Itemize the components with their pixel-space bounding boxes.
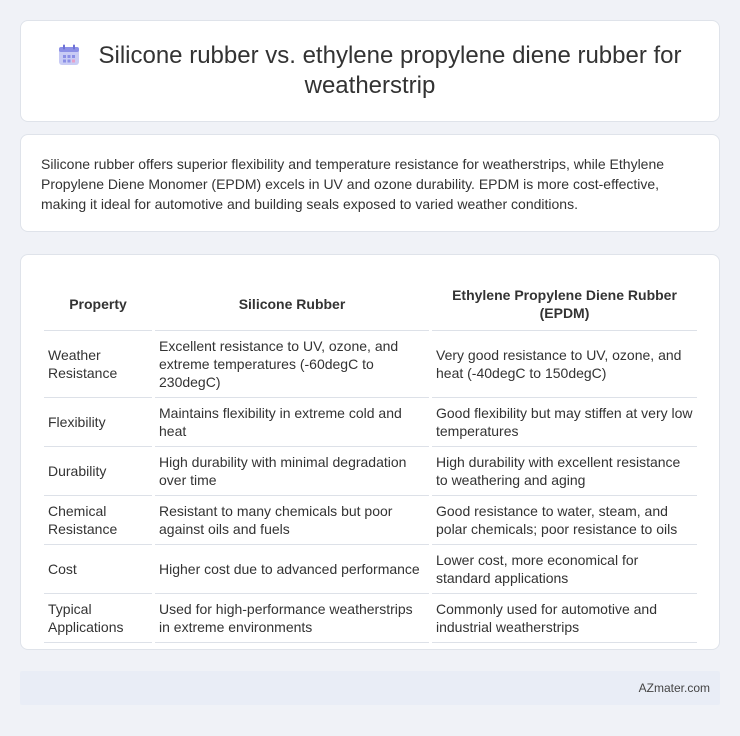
epdm-cell: Lower cost, more economical for standard applications — [432, 545, 697, 594]
table-row — [44, 398, 697, 447]
property-cell: Weather Resistance — [44, 331, 152, 398]
table-row — [44, 331, 697, 398]
silicone-cell: High durability with minimal degradation over time — [155, 447, 429, 496]
calendar-icon — [58, 44, 80, 66]
property-cell: Durability — [44, 447, 152, 496]
summary-card — [20, 134, 720, 232]
silicone-cell: Higher cost due to advanced performance — [155, 545, 429, 594]
page-title: Silicone rubber vs. ethylene propylene diene rubber for weatherstrip — [98, 42, 682, 99]
property-cell: Typical Applications — [44, 594, 152, 643]
table-row — [44, 545, 697, 594]
table-row — [44, 594, 697, 643]
page-title-block — [50, 41, 690, 101]
epdm-cell: Commonly used for automotive and industrial weatherstrips — [432, 594, 697, 643]
epdm-cell: High durability with excellent resistance to weathering and aging — [432, 447, 697, 496]
summary-text: Silicone rubber offers superior flexibility and temperature resistance for weatherstrips, while Ethylene Propylene Diene Monomer (EPDM) excels in UV and ozone durability. EPDM is more cost-effective, making it ideal for automotive and building seals exposed to varied weather conditions. — [41, 156, 665, 212]
header-silicone: Silicone Rubber — [155, 273, 429, 331]
footer-bar — [20, 671, 720, 705]
silicone-cell: Resistant to many chemicals but poor against oils and fuels — [155, 496, 429, 545]
header-epdm: Ethylene Propylene Diene Rubber (EPDM) — [432, 273, 697, 331]
silicone-cell: Used for high-performance weatherstrips in extreme environments — [155, 594, 429, 643]
epdm-cell: Good flexibility but may stiffen at very low temperatures — [432, 398, 697, 447]
table-header-row — [44, 273, 697, 331]
epdm-cell: Good resistance to water, steam, and polar chemicals; poor resistance to oils — [432, 496, 697, 545]
footer-brand-link[interactable]: AZmater.com — [638, 681, 710, 695]
header-property: Property — [44, 273, 152, 331]
silicone-cell: Excellent resistance to UV, ozone, and extreme temperatures (-60degC to 230degC) — [155, 331, 429, 398]
table-row — [44, 447, 697, 496]
comparison-table — [41, 273, 700, 643]
property-cell: Flexibility — [44, 398, 152, 447]
property-cell: Cost — [44, 545, 152, 594]
epdm-cell: Very good resistance to UV, ozone, and heat (-40degC to 150degC) — [432, 331, 697, 398]
silicone-cell: Maintains flexibility in extreme cold and heat — [155, 398, 429, 447]
title-card — [20, 20, 720, 122]
comparison-table-card — [20, 254, 720, 650]
property-cell: Chemical Resistance — [44, 496, 152, 545]
table-row — [44, 496, 697, 545]
